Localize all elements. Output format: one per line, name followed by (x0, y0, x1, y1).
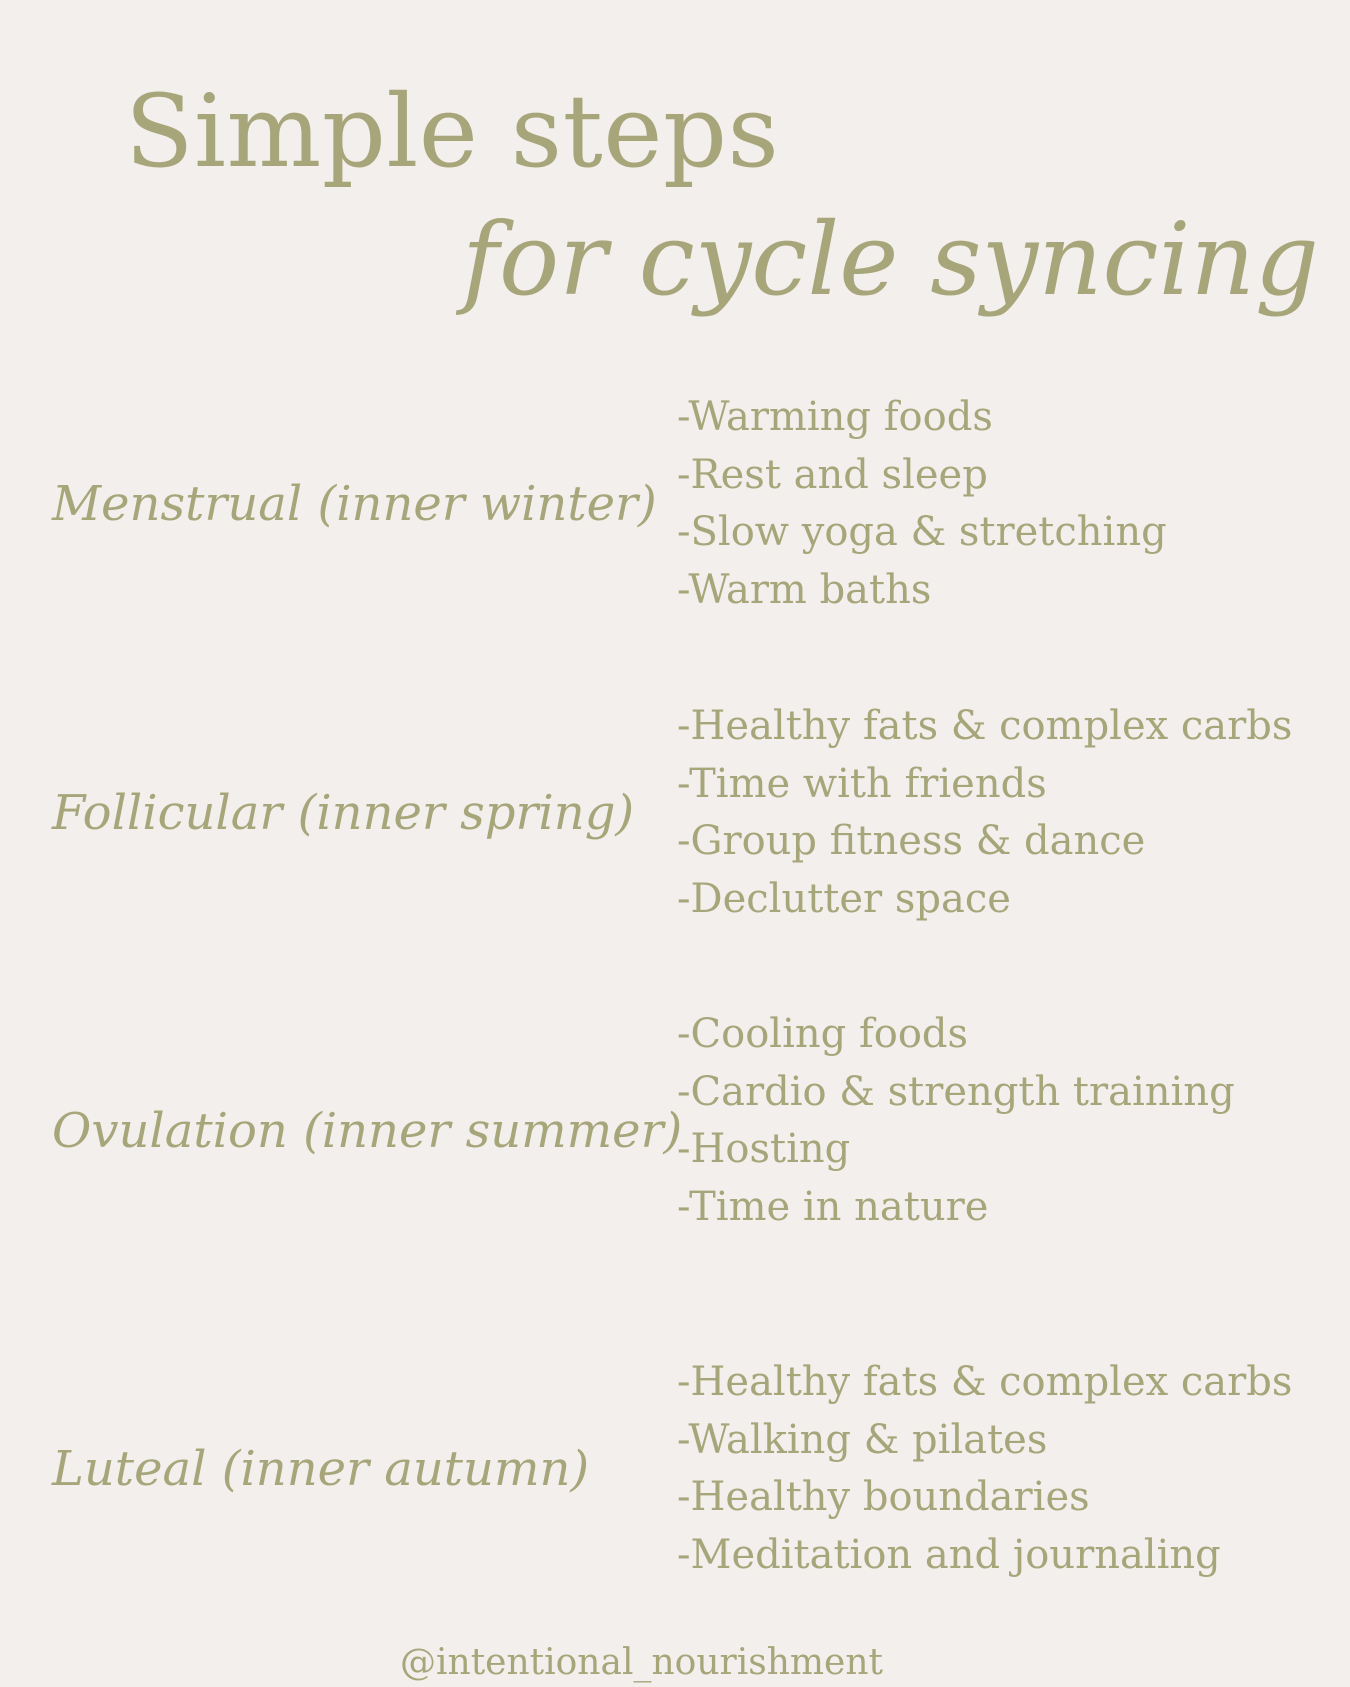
steps-list-menstrual (677, 389, 1167, 619)
step-item: -Time in nature (677, 1183, 989, 1230)
steps-list-ovulation (677, 1006, 1235, 1236)
step-item: -Slow yoga & stretching (677, 509, 1167, 555)
footer-handle: @intentional_nourishment (400, 1642, 883, 1683)
steps-list-luteal (677, 1354, 1292, 1584)
step-item: -Healthy fats & complex carbs (677, 1359, 1293, 1405)
phase-label-menstrual: Menstrual (inner winter) (52, 476, 657, 532)
step-item: -Cooling foods (677, 1011, 969, 1057)
phase-label-luteal: Luteal (inner autumn) (52, 1441, 590, 1497)
step-item: -Hosting (677, 1126, 851, 1172)
step-item: -Declutter space (677, 875, 1011, 922)
step-item: -Rest and sleep (677, 451, 988, 498)
step-item: -Time with friends (677, 760, 1047, 807)
step-item: -Meditation and journaling (677, 1531, 1221, 1578)
step-item: -Healthy fats & complex carbs (677, 703, 1293, 749)
phase-label-follicular: Follicular (inner spring) (52, 785, 635, 841)
step-item: -Warming foods (677, 394, 993, 440)
step-item: -Warm baths (677, 566, 932, 613)
title-line-1: Simple steps (125, 73, 780, 190)
step-item: -Cardio & strength training (677, 1068, 1235, 1115)
steps-list-follicular (677, 698, 1292, 928)
title-line-2: for cycle syncing (462, 201, 1319, 318)
phase-label-ovulation: Ovulation (inner summer) (52, 1103, 683, 1159)
step-item: -Healthy boundaries (677, 1474, 1090, 1520)
step-item: -Walking & pilates (677, 1416, 1048, 1463)
step-item: -Group fitness & dance (677, 818, 1146, 864)
